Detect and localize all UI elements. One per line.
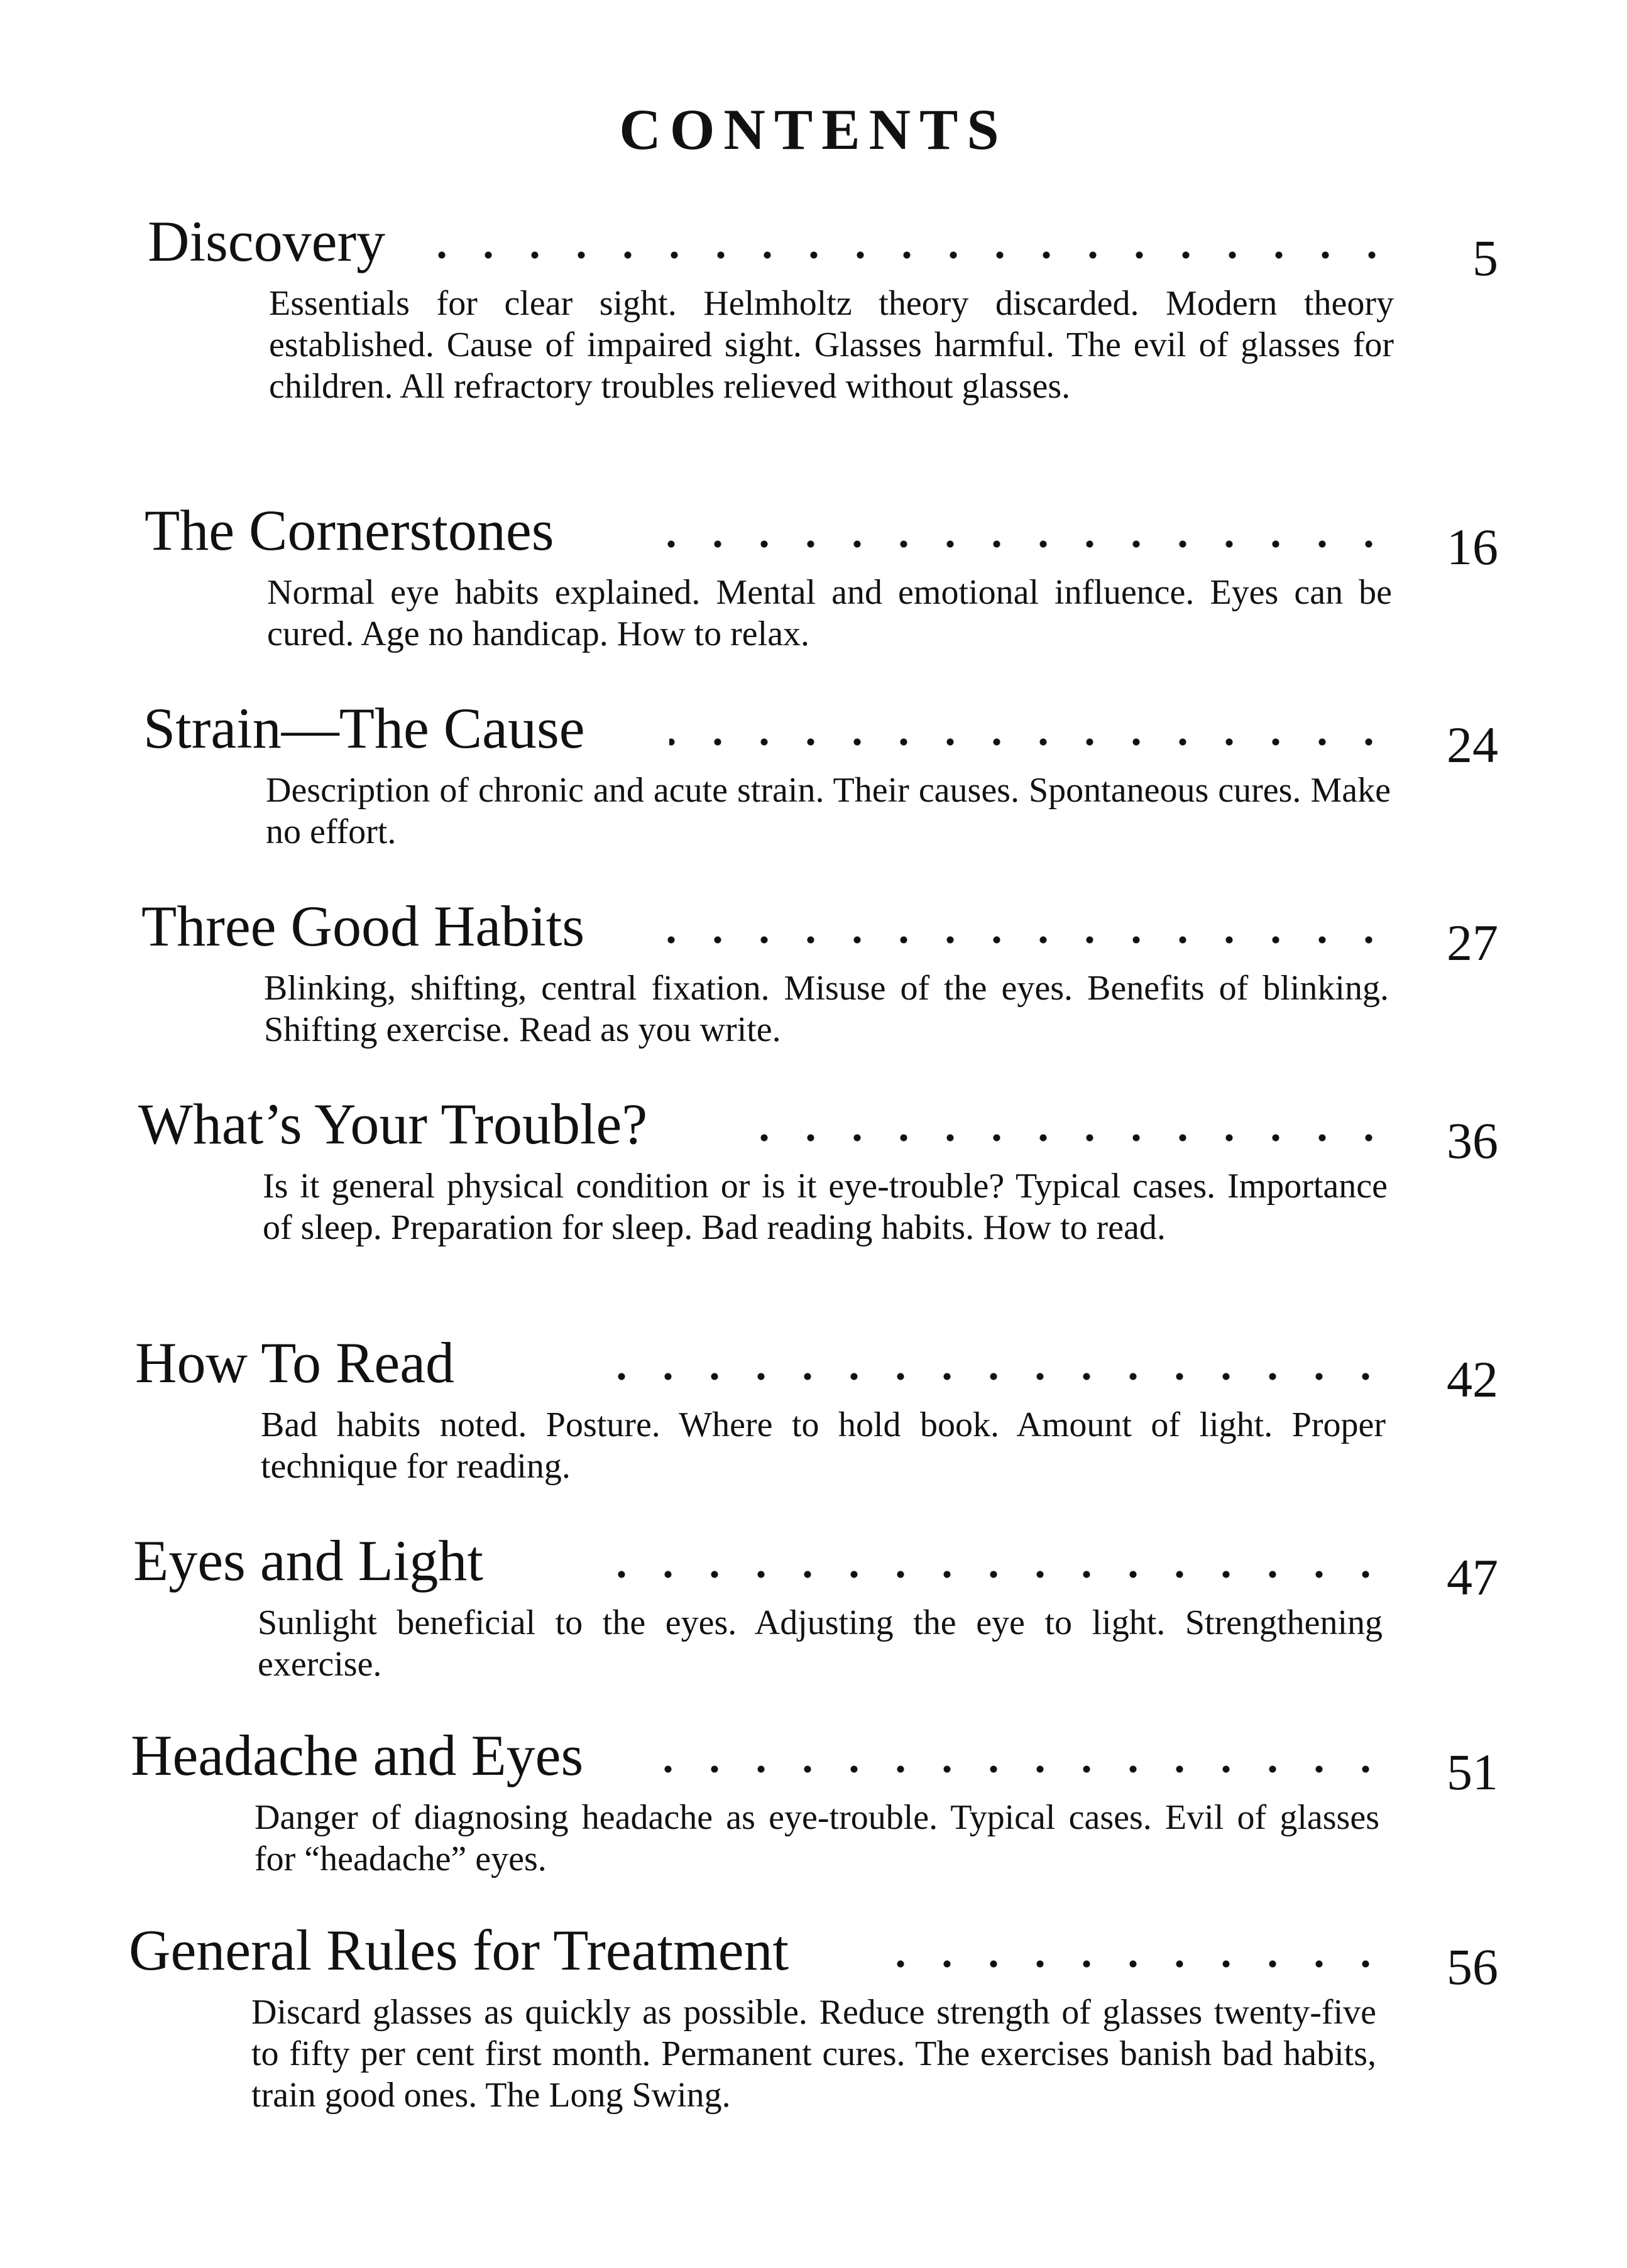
chapter-title: How To Read (135, 1331, 455, 1395)
page-number: 56 (1447, 1938, 1498, 1995)
page-number: 16 (1447, 518, 1498, 575)
leader-dots (883, 1951, 1389, 1976)
chapter-title: The Cornerstones (145, 498, 554, 562)
leader-dots (657, 1757, 1389, 1782)
page-title: CONTENTS (619, 97, 1008, 161)
leader-dots (666, 532, 1392, 557)
toc-heading-row (0, 688, 1627, 773)
toc-heading-row (0, 1910, 1627, 1995)
page-number: 51 (1447, 1743, 1498, 1801)
toc-heading-row (0, 201, 1627, 286)
chapter-title: What’s Your Trouble? (138, 1092, 648, 1156)
page-number: 36 (1447, 1112, 1498, 1169)
chapter-title: Discovery (148, 209, 386, 273)
leader-dots (669, 729, 1392, 755)
toc-heading-row (0, 1520, 1627, 1606)
page-number: 5 (1472, 229, 1498, 286)
chapter-title: Eyes and Light (133, 1529, 483, 1593)
chapter-summary: Discard glasses as quickly as possible. Reduce strength of glasses twenty-five to fifty per cent first month. Permanent cures. The exercises banish bad habits, train good ones. The Long Swing. (251, 1993, 1376, 2115)
toc-heading-row (0, 1715, 1627, 1801)
leader-dots (434, 243, 1395, 268)
page-number: 47 (1447, 1549, 1498, 1606)
leader-dots (732, 1125, 1392, 1150)
chapter-summary: Sunlight beneficial to the eyes. Adjusting the eye to light. Strengthening exercise. (258, 1603, 1383, 1684)
page-number: 27 (1447, 914, 1498, 971)
chapter-summary: Normal eye habits explained. Mental and emotional influence. Eyes can be cured. Age no handicap. How to relax. (267, 573, 1392, 653)
leader-dots (581, 1364, 1389, 1389)
chapter-summary: Is it general physical condition or is it eye-trouble? Typical cases. Importance of sleep. Preparation for sleep. Bad reading habits. How to read. (263, 1167, 1388, 1247)
chapter-summary: Description of chronic and acute strain. Their causes. Spontaneous cures. Make no effort. (266, 771, 1391, 851)
chapter-title: General Rules for Treatment (129, 1918, 789, 1982)
page-number: 24 (1447, 716, 1498, 773)
page-number: 42 (1447, 1351, 1498, 1408)
leader-dots (663, 927, 1392, 952)
chapter-title: Headache and Eyes (131, 1723, 584, 1787)
toc-heading-row (0, 490, 1627, 575)
toc-heading-row (0, 1084, 1627, 1169)
chapter-summary: Bad habits noted. Posture. Where to hold book. Amount of light. Proper technique for reading. (261, 1405, 1386, 1486)
chapter-summary: Danger of diagnosing headache as eye-trouble. Typical cases. Evil of glasses for “headache” eyes. (255, 1798, 1379, 1878)
chapter-summary: Blinking, shifting, central fixation. Misuse of the eyes. Benefits of blinking. Shifting exercise. Read as you write. (264, 969, 1389, 1049)
leader-dots (581, 1562, 1389, 1587)
chapter-summary: Essentials for clear sight. Helmholtz theory discarded. Modern theory established. Cause of impaired sight. Glasses harmful. The evil of glasses for children. All refractory troubles relieved without glasses. (269, 284, 1394, 406)
chapter-title: Strain—The Cause (143, 696, 585, 760)
toc-heading-row (0, 886, 1627, 971)
chapter-title: Three Good Habits (141, 894, 585, 958)
toc-heading-row (0, 1322, 1627, 1408)
